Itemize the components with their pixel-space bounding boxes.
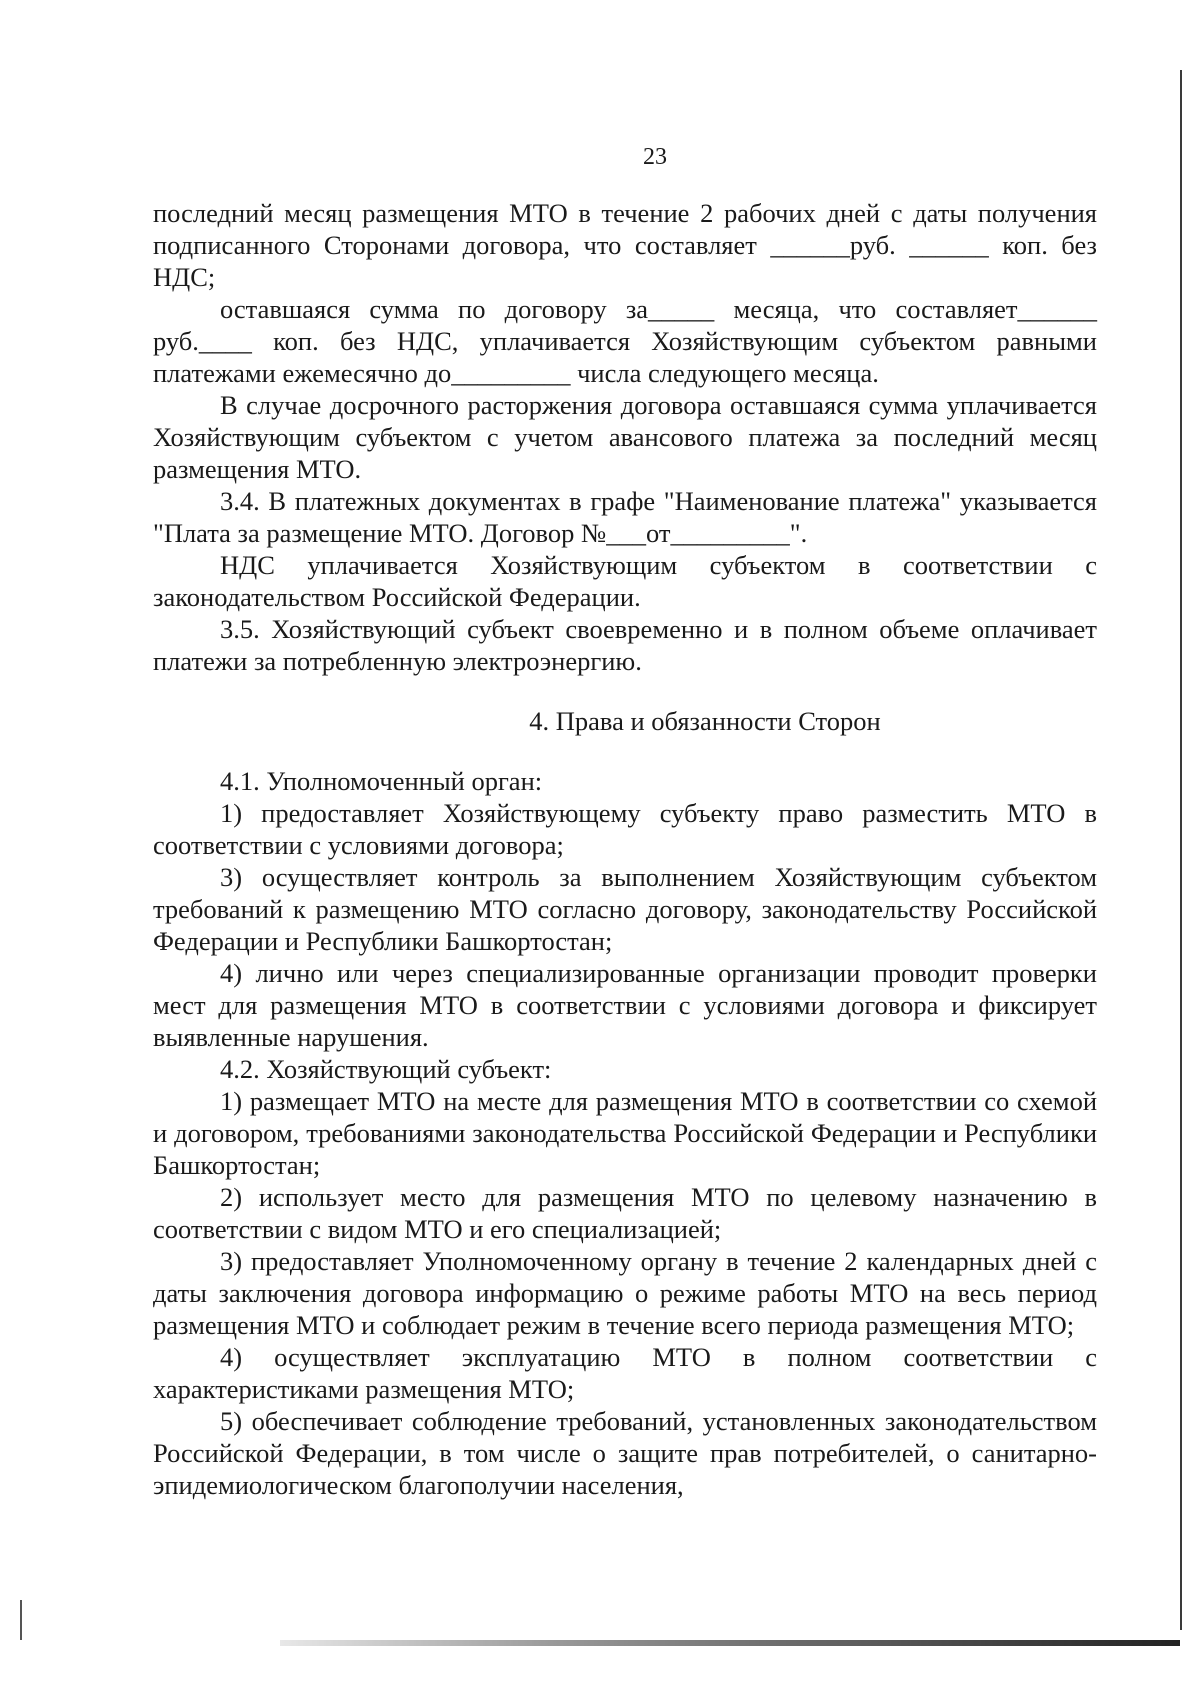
paragraph: 4.1. Уполномоченный орган: [220, 766, 543, 796]
section-heading: 4. Права и обязанности Сторон [529, 706, 881, 736]
paragraph: 1) предоставляет Хозяйствующему субъекту право разместить МТО в соответствии с условиями договора; [153, 798, 1097, 860]
paragraph: 3.4. В платежных документах в графе "Наименование платежа" указывается "Плата за размещение МТО. Договор №___от_________". [153, 486, 1097, 548]
scan-edge-bottom [280, 1640, 1180, 1646]
paragraph: 3.5. Хозяйствующий субъект своевременно и в полном объеме оплачивает платежи за потребленную электроэнергию. [153, 614, 1097, 676]
paragraph: 4.2. Хозяйствующий субъект: [220, 1054, 552, 1084]
paragraph: 4) лично или через специализированные организации проводит проверки мест для размещения МТО в соответствии с условиями договора и фиксирует выявленные нарушения. [153, 958, 1097, 1052]
document-body [153, 197, 1097, 1501]
paragraph: последний месяц размещения МТО в течение 2 рабочих дней с даты получения подписанного Сторонами договора, что составляет ______руб. ______ коп. без НДС; [153, 198, 1097, 292]
paragraph: В случае досрочного расторжения договора оставшаяся сумма уплачивается Хозяйствующим субъектом с учетом авансового платежа за последний месяц размещения МТО. [153, 390, 1097, 484]
scan-edge-right [1180, 70, 1182, 1630]
paragraph: оставшаяся сумма по договору за_____ месяца, что составляет______ руб.____ коп. без НДС, уплачивается Хозяйствующим субъектом равными платежами ежемесячно до_________ числа следующего месяца. [153, 294, 1097, 388]
paragraph: 1) размещает МТО на месте для размещения МТО в соответствии со схемой и договором, требованиями законодательства Российской Федерации и Республики Башкортостан; [153, 1086, 1097, 1180]
paragraph: 2) использует место для размещения МТО по целевому назначению в соответствии с видом МТО и его специализацией; [153, 1182, 1097, 1244]
paragraph: 5) обеспечивает соблюдение требований, установленных законодательством Российской Федерации, в том числе о защите прав потребителей, о санитарно-эпидемиологическом благополучии населения, [153, 1406, 1097, 1500]
paragraph: 4) осуществляет эксплуатацию МТО в полном соответствии с характеристиками размещения МТО; [153, 1342, 1097, 1404]
page-number: 23 [643, 144, 667, 170]
paragraph: 3) предоставляет Уполномоченному органу в течение 2 календарных дней с даты заключения договора информацию о режиме работы МТО на весь период размещения МТО и соблюдает режим в течение всего периода размещения МТО; [153, 1246, 1097, 1340]
scan-edge-left [20, 1600, 22, 1640]
paragraph: 3) осуществляет контроль за выполнением Хозяйствующим субъектом требований к размещению МТО согласно договору, законодательству Российской Федерации и Республики Башкортостан; [153, 862, 1097, 956]
paragraph: НДС уплачивается Хозяйствующим субъектом в соответствии с законодательством Российской Федерации. [153, 550, 1097, 612]
